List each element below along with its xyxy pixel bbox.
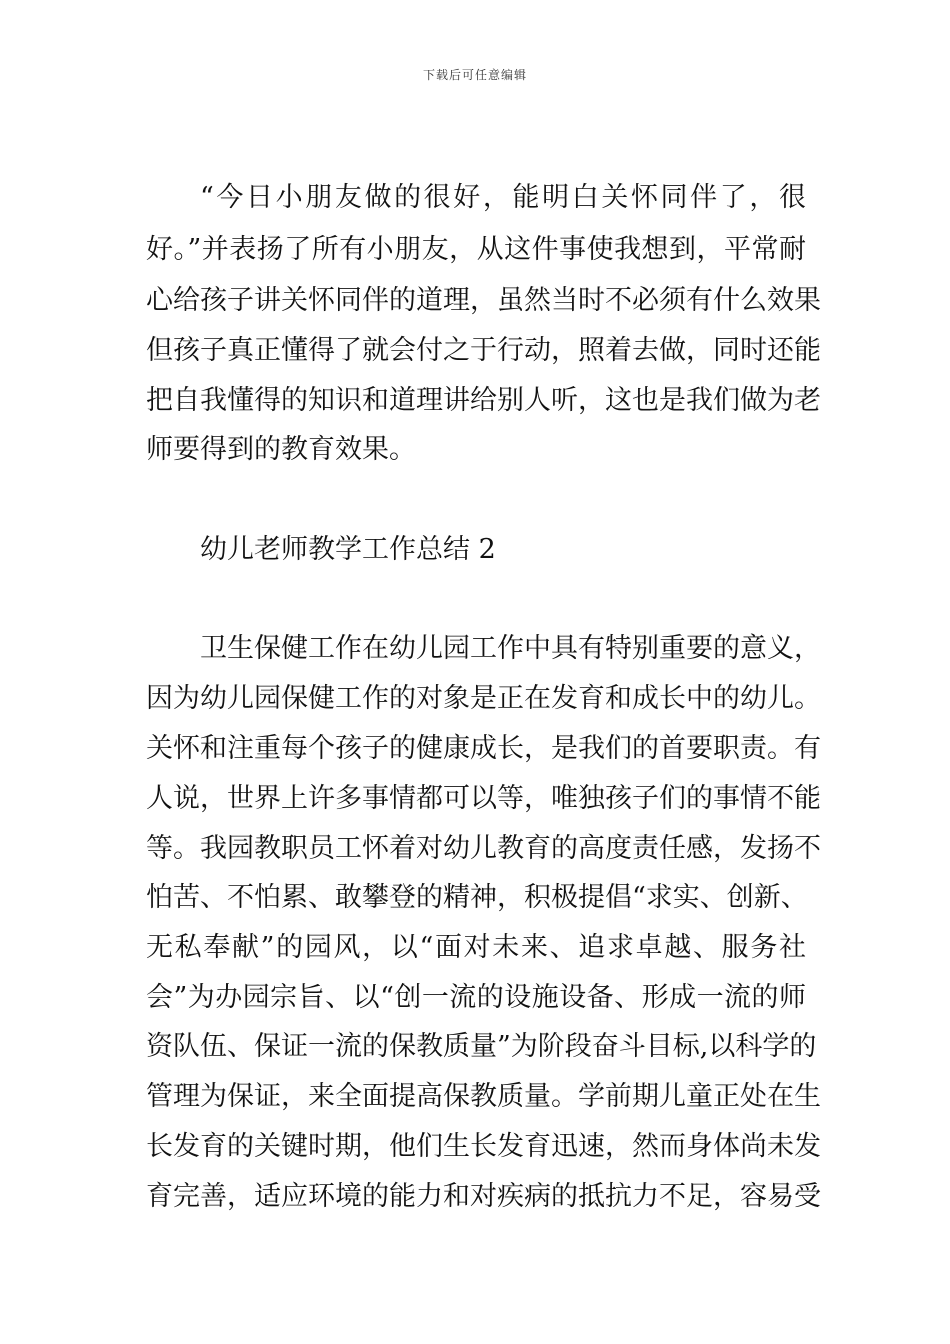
paragraph-line: 无私奉献”的园风，以“面对未来、追求卓越、服务社 [146,932,806,963]
paragraph-line: 人说，世界上许多事情都可以等，唯独孩子们的事情不能 [146,783,821,814]
paragraph-line: 关怀和注重每个孩子的健康成长，是我们的首要职责。有 [146,733,821,764]
page-header: 下载后可任意编辑 [422,68,527,82]
paragraph-line: 好。”并表扬了所有小朋友，从这件事使我想到，平常耐 [146,234,806,265]
paragraph-line: 心给孩子讲关怀同伴的道理，虽然当时不必须有什么效果 [146,285,821,316]
paragraph-line: 但孩子真正懂得了就会付之于行动，照着去做，同时还能 [146,335,821,366]
paragraph-line: 育完善，适应环境的能力和对疾病的抵抗力不足，容易受 [146,1181,821,1212]
paragraph-line: 卫生保健工作在幼儿园工作中具有特别重要的意义， [200,633,821,664]
paragraph-line: 怕苦、不怕累、敢攀登的精神，积极提倡“求实、创新、 [146,882,808,913]
paragraph-line: 因为幼儿园保健工作的对象是正在发育和成长中的幼儿。 [146,683,821,714]
paragraph-line: 会”为办园宗旨、以“创一流的设施设备、形成一流的师 [146,982,806,1013]
paragraph-line: 把自我懂得的知识和道理讲给别人听，这也是我们做为老 [146,385,821,416]
paragraph-line: 管理为保证，来全面提高保教质量。学前期儿童正处在生 [146,1081,821,1112]
paragraph-line: 等。我园教职员工怀着对幼儿教育的高度责任感，发扬不 [146,833,821,864]
paragraph-line: 长发育的关键时期，他们生长发育迅速，然而身体尚未发 [146,1131,821,1162]
paragraph-line: 资队伍、保证一流的保教质量”为阶段奋斗目标,以科学的 [146,1031,817,1062]
section-heading: 幼儿老师教学工作总结 2 [200,534,496,565]
paragraph-line: “今日小朋友做的很好，能明白关怀同伴了，很 [200,182,806,213]
paragraph-line: 师要得到的教育效果。 [146,434,416,465]
